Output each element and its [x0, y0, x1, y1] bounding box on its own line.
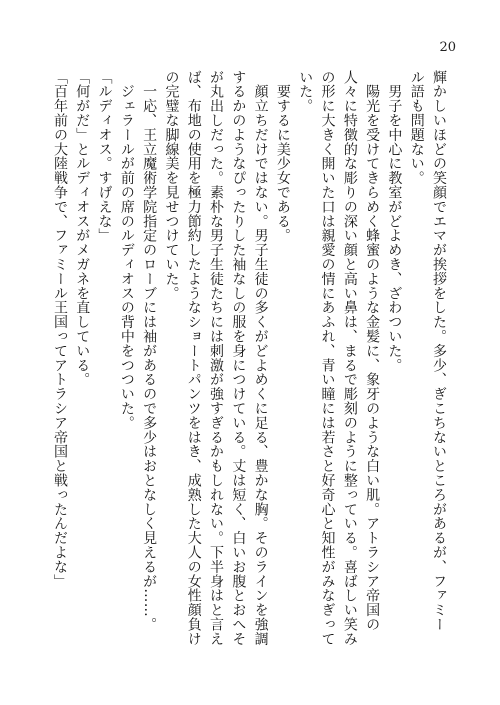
- text-line: ば、布地の使用を極力節約したようなショートパンツをはき、成熟した大人の女性顔負け: [185, 70, 202, 646]
- text-line: 要するに美少女である。: [274, 70, 291, 243]
- text-line: いた。: [297, 70, 314, 114]
- text-line: 陽光を受けてきらめく蜂蜜のような金髪に、象牙のような白い肌。アトラシア帝国の: [364, 70, 381, 632]
- text-line: 顔立ちだけではない。男子生徒の多くがどよめくに足る、豊かな胸。そのラインを強調: [252, 70, 269, 646]
- text-line: が丸出しだった。素朴な男子生徒たちには刺激が強すぎるかもしれない。下半身はと言え: [208, 70, 225, 646]
- text-line: ジェラールが前の席のルディオスの背中をつついた。: [118, 70, 135, 430]
- vertical-body-text: [40, 70, 450, 670]
- text-line: 男子を中心に教室がどよめき、ざわついた。: [386, 70, 403, 373]
- text-line: するかのようなぴったりした袖なしの服を身につけている。丈は短く、白いお腹とおへそ: [230, 70, 247, 646]
- page-number: 20: [439, 40, 456, 55]
- text-line: 「百年前の大陸戦争で、ファミール王国ってアトラシア帝国と戦ったんだよな」: [51, 70, 68, 589]
- text-line: 一応、王立魔術学院指定のローブには袖があるので多少はおとなしく見えるが……。: [141, 70, 158, 632]
- text-line: 「ルディオス。すげえな」: [96, 70, 113, 243]
- text-line: 輝かしいほどの笑顔でエマが挨拶をした。多少、ぎこちないところがあるが、ファミー: [431, 70, 447, 632]
- text-line: の形に大きく開いた口は親愛の情にあふれ、青い瞳には若さと好奇心と知性がみなぎって: [319, 70, 336, 646]
- text-line: の完璧な脚線美を見せつけていた。: [163, 70, 180, 301]
- text-line: 「何がだ」とルディオスがメガネを直している。: [74, 70, 91, 387]
- text-line: 人々に特徴的な彫りの深い顔と高い鼻は、まるで彫刻のように整っている。喜ばしい笑み: [341, 70, 358, 646]
- text-line: ル語も問題ない。: [408, 70, 425, 186]
